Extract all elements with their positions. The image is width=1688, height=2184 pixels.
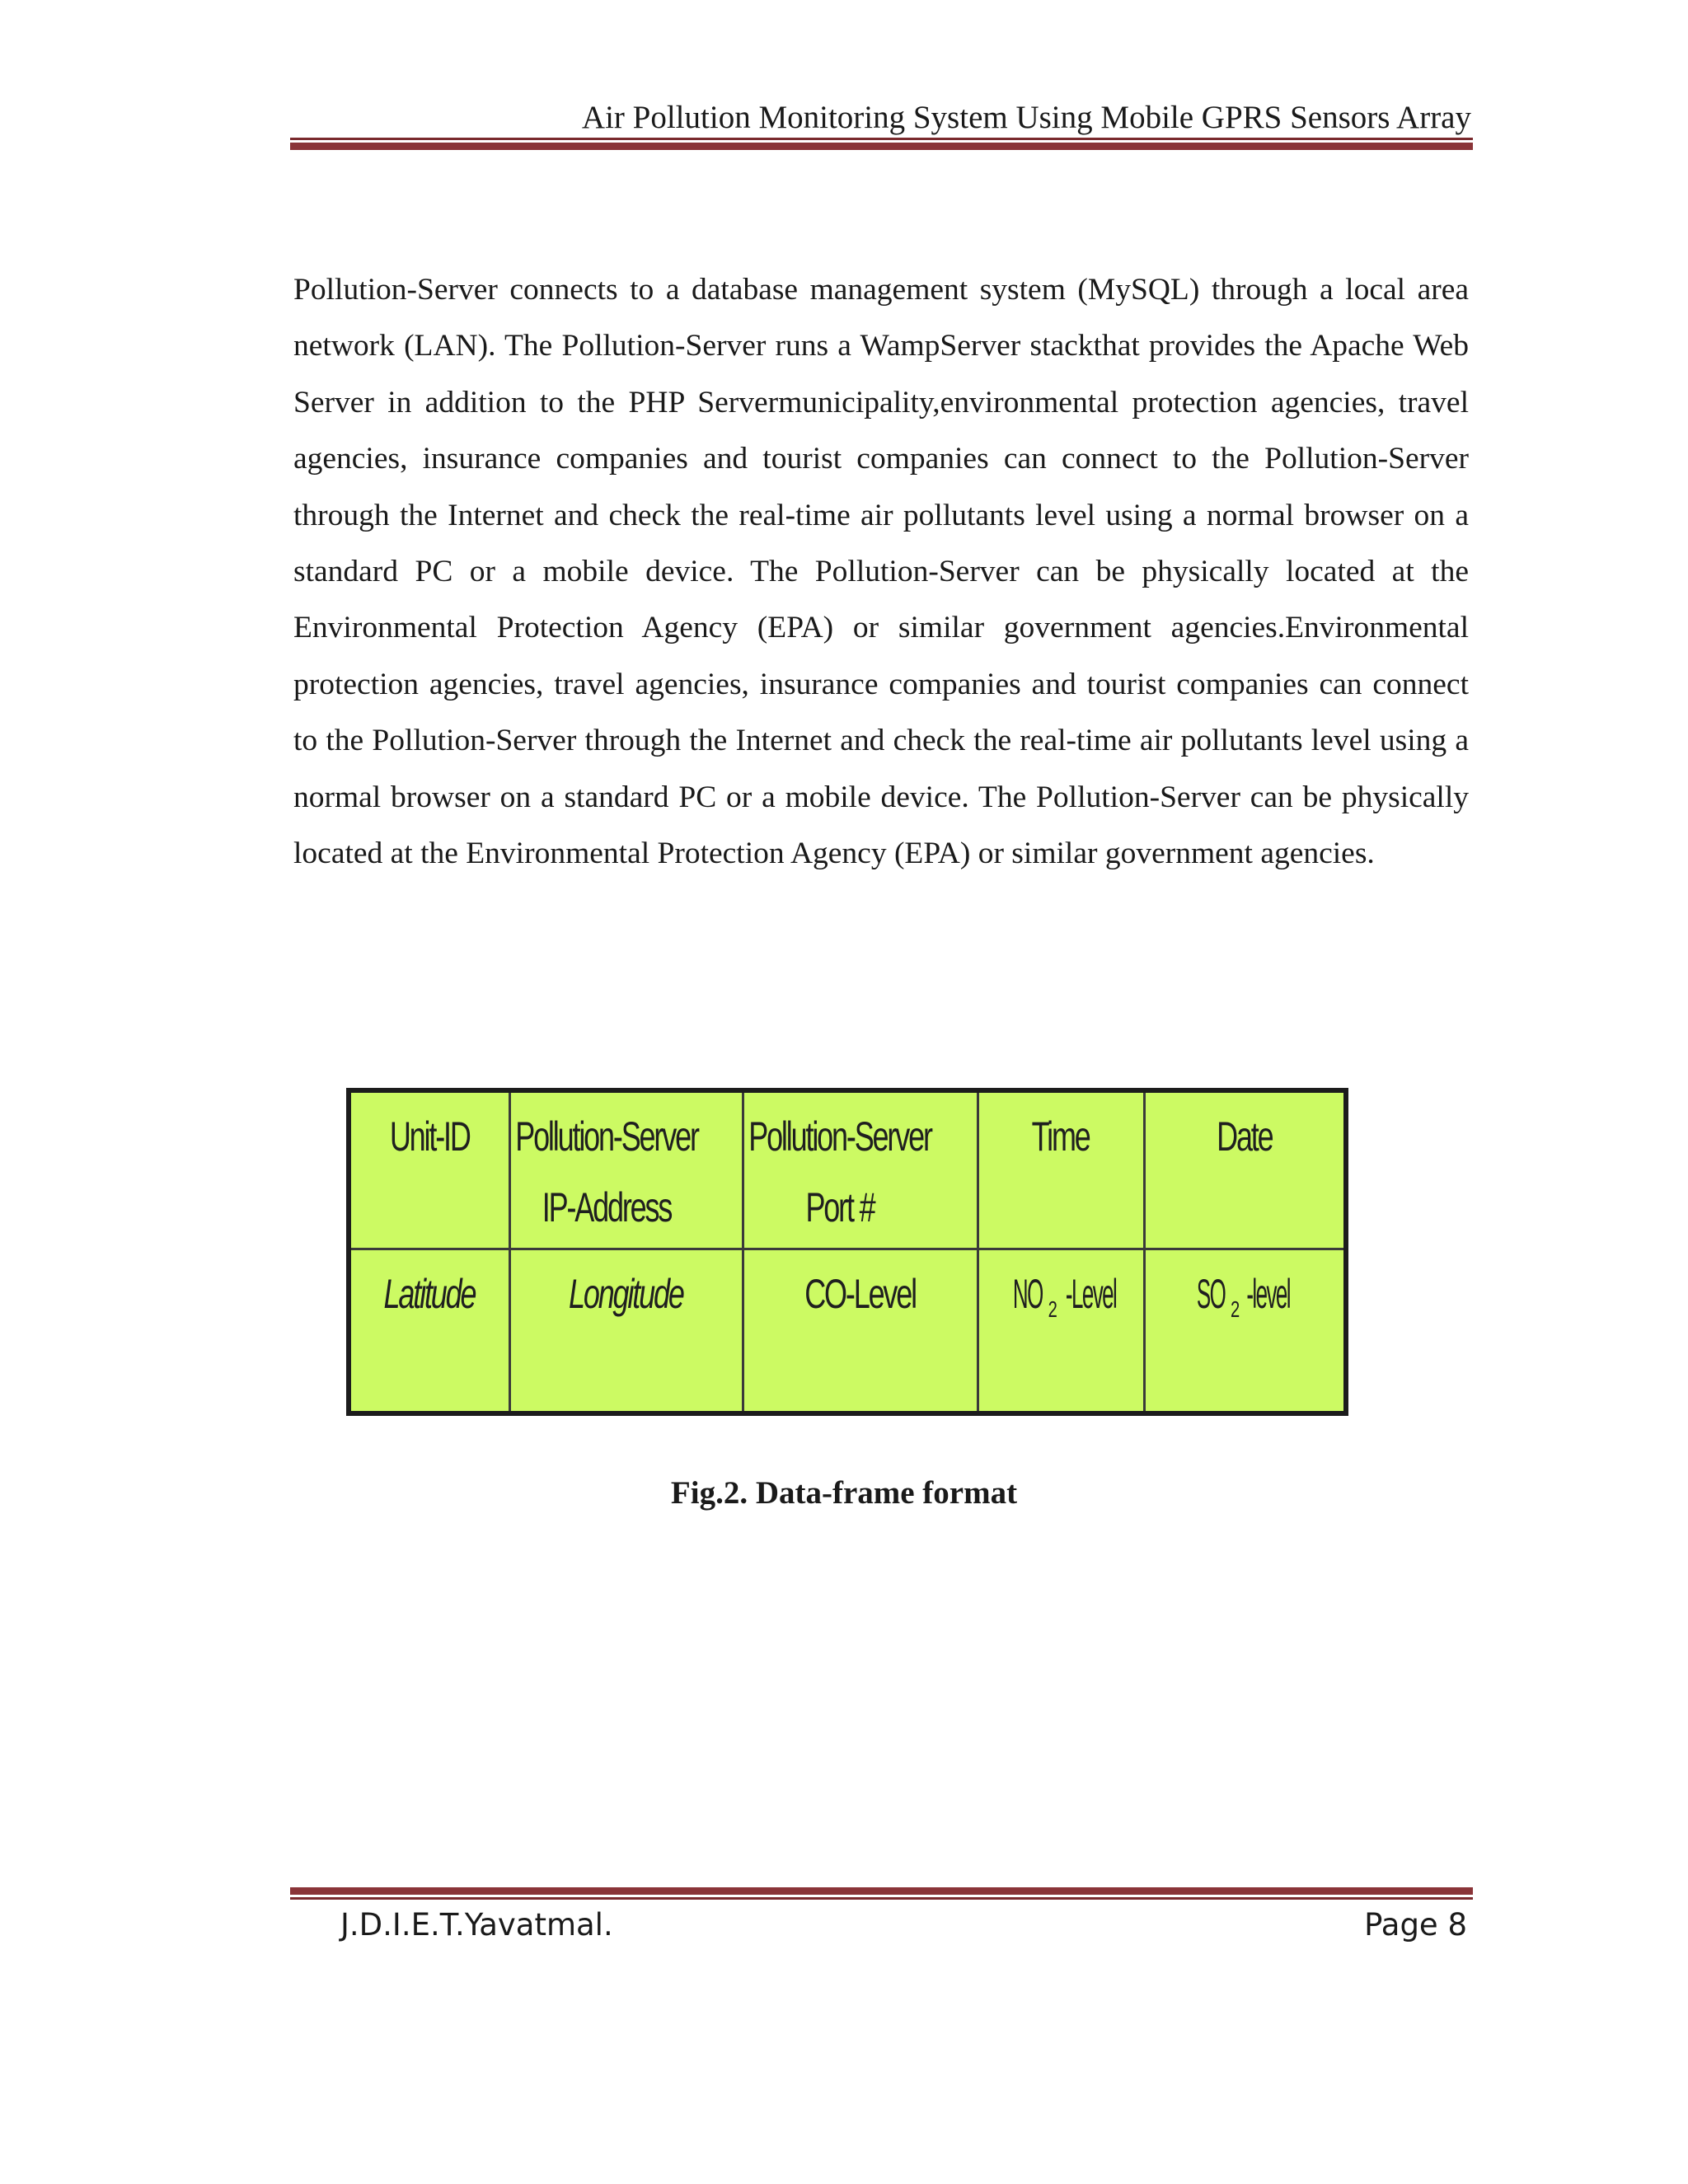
figure-caption: Fig.2. Data-frame format xyxy=(670,1475,1018,1511)
data-frame-row-1 xyxy=(349,1090,1346,1249)
footer-page-number: Page 8 xyxy=(1364,1907,1467,1943)
footer-rule-thin-line xyxy=(290,1897,1473,1900)
cell-unit-id: Unit-ID xyxy=(349,1090,509,1249)
cell-so2-level: SO $_2$ -level xyxy=(1144,1249,1346,1414)
cell-longitude: Longitude xyxy=(509,1249,743,1414)
data-frame-table xyxy=(346,1088,1348,1416)
footer-rule xyxy=(290,1887,1473,1900)
cell-date: Date xyxy=(1144,1090,1346,1249)
cell-time: Time xyxy=(978,1090,1144,1249)
header-rule xyxy=(290,138,1473,150)
data-frame-row-2 xyxy=(349,1249,1346,1414)
footer-rule-thick-line xyxy=(290,1887,1473,1895)
running-header-title: Air Pollution Monitoring System Using Mobile GPRS Sensors Array xyxy=(581,100,1471,135)
cell-latitude: Latitude xyxy=(349,1249,509,1414)
cell-no2-level: NO $_2$ -Level xyxy=(978,1249,1144,1414)
footer-institution: J.D.I.E.T.Yavatmal. xyxy=(340,1907,613,1943)
header-rule-thick-line xyxy=(290,143,1473,150)
cell-co-level: CO-Level xyxy=(743,1249,978,1414)
cell-server-port: Pollution-Server Port # xyxy=(743,1090,978,1249)
body-paragraph: Pollution-Server connects to a database management system (MySQL) through a local area network (LAN). The Pollution-Server runs a WampServer stackthat provides the Apache Web Server in addition to the PHP Servermunicipality,environmental protection agencies, travel agencies, insurance companies and tourist companies can connect to the Pollution-Server through the Internet and check the real-time air pollutants level using a normal browser on a standard PC or a mobile device. The Pollution-Server can be physically located at the Environmental Protection Agency (EPA) or similar government agencies.Environmental protection agencies, travel agencies, insurance companies and tourist companies can connect to the Pollution-Server through the Internet and check the real-time air pollutants level using a normal browser on a standard PC or a mobile device. The Pollution-Server can be physically located at the Environmental Protection Agency (EPA) or similar government agencies. xyxy=(293,273,1469,871)
cell-server-ip-address: Pollution-Server IP-Address xyxy=(509,1090,743,1249)
